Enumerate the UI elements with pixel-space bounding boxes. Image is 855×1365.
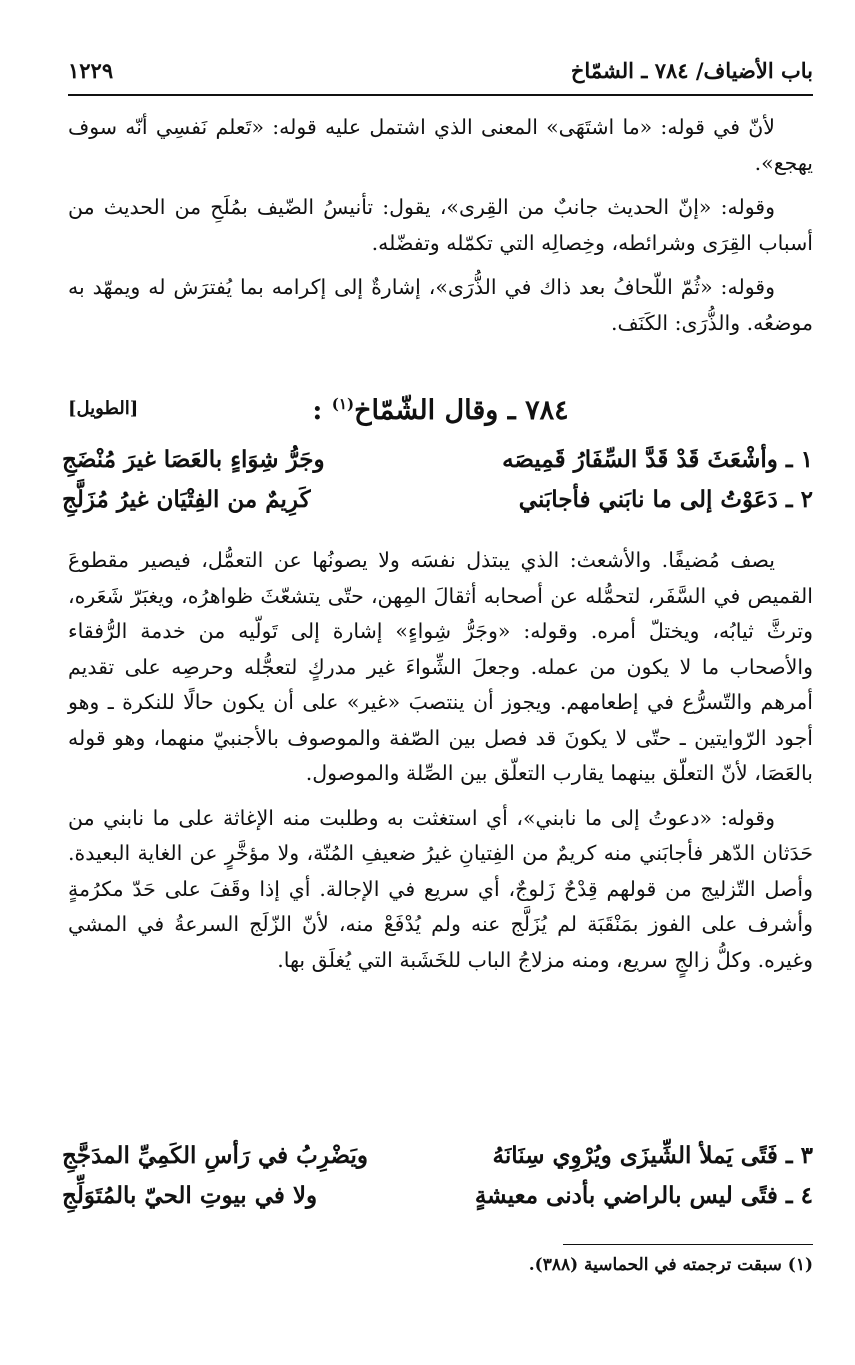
- verses-group-1: [62, 440, 813, 520]
- verse-first-hemistich: ١ ـ وأشْعَثَ قَدْ قَدَّ السِّفَارُ قَمِيصَه: [502, 446, 813, 473]
- verse-line: [62, 1176, 813, 1216]
- verse-second-hemistich: كَرِيمٌ من الفِتْيَان غيرُ مُزَلَّجِ: [62, 486, 311, 513]
- verses-group-2: [62, 1136, 813, 1216]
- commentary-text: [68, 543, 813, 987]
- verse-first-hemistich: ٢ ـ دَعَوْتُ إلى ما نابَني فأجابَني: [518, 486, 813, 513]
- verse-first-hemistich: ٤ ـ فتًى ليس بالراضي بأدنى معيشةٍ: [474, 1182, 813, 1209]
- header-divider: [68, 94, 813, 96]
- poem-title: [312, 395, 568, 426]
- verse-second-hemistich: ويَضْرِبُ في رَأسِ الكَمِيِّ المدَجَّجِ: [62, 1142, 368, 1169]
- verse-line: [62, 440, 813, 480]
- paragraph: لأنّ في قوله: «ما اشتَهَى» المعنى الذي اشتمل عليه قوله: «تَعلم نَفسِي أنّه سوف يهجع».: [68, 115, 813, 175]
- paragraph: وقوله: «ثُمّ اللّحافُ بعد ذاك في الذُّرَى»، إشارةٌ إلى إكرامه بما يُفترَش له ويمهّد به موضعُه. والذُّرَى: الكَنَف.: [68, 275, 813, 335]
- footnote: (١) سبقت ترجمته في الحماسية (٣٨٨).: [528, 1255, 813, 1275]
- footnote-marker: (١): [331, 394, 355, 413]
- running-head: [68, 50, 813, 90]
- verse-second-hemistich: وجَرُّ شِوَاءٍ بالعَصَا غيرَ مُنْضَجِ: [62, 446, 325, 473]
- paragraph: يصف مُضيفًا. والأشعث: الذي يبتذل نفسَه ولا يصونُها عن التعمُّل، فيصير مقطوعَ القميص في السَّفَر، لتحمُّله عن أصحابه أثقالَ المِهن، حتّى يتشعّثَ ظواهرُه، ويغبَرّ شَعَره، وترثَّ ثيابُه، ويختلّ أمره. وقوله: «وجَرُّ شِواءٍ» إشارة إلى تَولّيه من خدمة الرُّفقاء والأصحاب ما لا يكون من عمله. وجعلَ الشِّواءَ غير مدركٍ لتعجُّله وحرصِه على تقديم أمرهم والتّسرُّع في إطعامهم. ويجوز أن ينتصبَ «غير» على أن يكون حالًا للنكرة ـ وهو أجود الرّوايتين ـ حتّى لا يكونَ قد فصل بين الصّفة والموصوف بالأجنبيّ منهما، وهو قوله بالعَصَا، لأنّ التعلّق بينهما يقارب التعلّق بين الصِّلة والموصول.: [68, 548, 813, 785]
- footnote-divider: [563, 1244, 813, 1245]
- poem-title-text: ٧٨٤ ـ وقال الشّمّاخ: [354, 394, 569, 426]
- verse-first-hemistich: ٣ ـ فَتًى يَملأ الشِّيزَى ويُرْوِي سِنَانَهُ: [492, 1142, 813, 1169]
- title-colon: :: [312, 394, 323, 426]
- poem-meter: [الطويل]: [68, 398, 139, 419]
- verse-line: [62, 480, 813, 520]
- chapter-title: باب الأضياف/ ٧٨٤ ـ الشمّاخ: [570, 57, 813, 83]
- paragraph: وقوله: «إنّ الحديث جانبٌ من القِرى»، يقول: تأنيسُ الضّيف بمُلَحِ من الحديث من أسباب القِرَى وشرائطه، وخِصالِه التي تكمّله وتفضّله.: [68, 195, 813, 255]
- verse-second-hemistich: ولا في بيوتِ الحيّ بالمُتَوَلِّجِ: [62, 1182, 318, 1209]
- intro-text: [68, 110, 813, 350]
- page-number: ١٢٢٩: [68, 57, 114, 83]
- verse-line: [62, 1136, 813, 1176]
- poem-header: [68, 388, 813, 432]
- paragraph: وقوله: «دعوتُ إلى ما نابني»، أي استغثت به وطلبت منه الإغاثة على ما نابني من حَدَثان الدّهر فأجابَني منه كريمٌ من الفِتيانِ غيرُ ضعيفِ المُنّة، ولا مؤخَّرٍ عن الغاية البعيدة. وأصل التّزليج من قولهم قِدْحٌ زَلوجٌ، أي سريع في الإجالة. أي إذا وقَفَ على حَدّ مكرُمةٍ وأشرف على الفوز بمَنْقَبَة لم يُزَلَّج عنه ولم يُدْفَعْ منه، لأنّ الزّلَج السرعةُ في المشي وغيره. وكلُّ زالجٍ سريع، ومنه مزلاجُ الباب للخَشَبة التي يُغلَق بها.: [68, 805, 813, 972]
